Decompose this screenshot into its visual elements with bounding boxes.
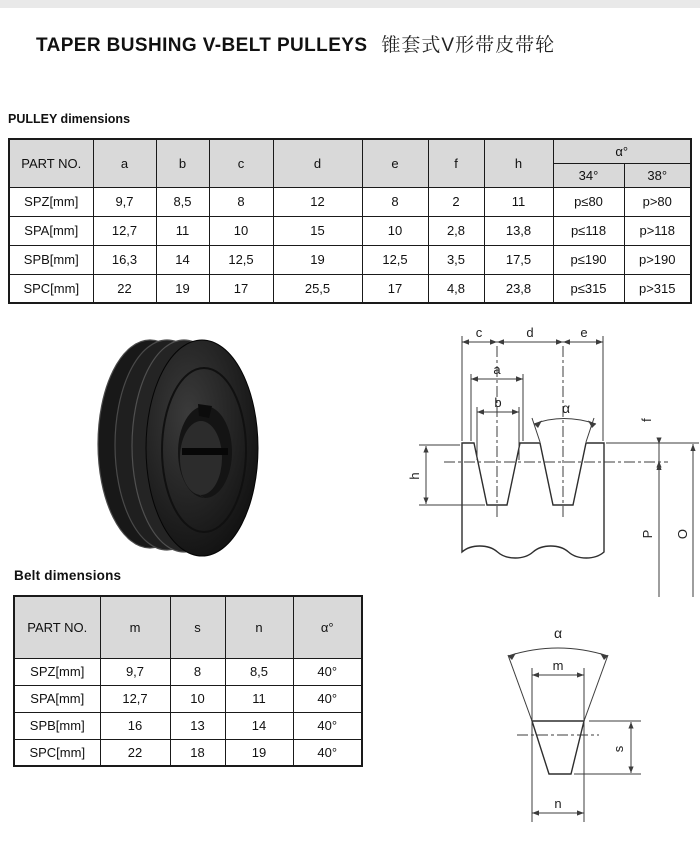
table-cell: 19 [225, 739, 293, 766]
table-cell: SPA[mm] [14, 685, 100, 712]
table-cell: SPZ[mm] [9, 187, 93, 216]
pulley-photo [88, 334, 268, 564]
table-cell: 16,3 [93, 245, 156, 274]
page-title [36, 30, 555, 57]
dim-label-h: h [407, 472, 422, 480]
table-row [14, 658, 362, 685]
table-cell: 13,8 [484, 216, 553, 245]
table-cell: 2,8 [428, 216, 484, 245]
table-cell: p>118 [624, 216, 691, 245]
col-header-part-no: PART NO. [9, 139, 93, 187]
col-header-alpha: α° [293, 596, 362, 658]
table-cell: 22 [93, 274, 156, 303]
col-header-a: a [93, 139, 156, 187]
table-cell: 3,5 [428, 245, 484, 274]
dim-label-s: s [611, 745, 626, 753]
table-cell: 11 [156, 216, 209, 245]
table-cell: p>315 [624, 274, 691, 303]
table-cell: 2 [428, 187, 484, 216]
table-row [14, 685, 362, 712]
col-header-n: n [225, 596, 293, 658]
col-header-d: d [273, 139, 362, 187]
table-cell: 14 [225, 712, 293, 739]
dim-label-d: d [526, 325, 534, 340]
dim-label-o: O [675, 528, 690, 540]
belt-section-outline [532, 721, 584, 774]
table-cell: p≤315 [553, 274, 624, 303]
header-row [9, 139, 691, 163]
table-cell: SPZ[mm] [14, 658, 100, 685]
table-row [14, 739, 362, 766]
pulley-section-outline [462, 443, 604, 558]
table-cell: 11 [484, 187, 553, 216]
table-cell: SPC[mm] [9, 274, 93, 303]
table-cell: SPB[mm] [9, 245, 93, 274]
table-cell: 25,5 [273, 274, 362, 303]
col-header-alpha-38: 38° [624, 163, 691, 187]
table-cell: 40° [293, 712, 362, 739]
pulley-face [146, 340, 258, 556]
table-cell: 14 [156, 245, 209, 274]
dim-label-m: m [552, 658, 564, 673]
bushing-split-slot [182, 448, 228, 455]
table-cell: 8,5 [225, 658, 293, 685]
table-cell: 8 [170, 658, 225, 685]
table-cell: 40° [293, 658, 362, 685]
table-cell: 10 [209, 216, 273, 245]
table-cell: 16 [100, 712, 170, 739]
dim-label-c: c [475, 325, 483, 340]
dim-label-n: n [554, 796, 562, 811]
table-cell: 4,8 [428, 274, 484, 303]
table-cell: 19 [156, 274, 209, 303]
col-header-alpha-34: 34° [553, 163, 624, 187]
table-cell: 9,7 [93, 187, 156, 216]
table-cell: 22 [100, 739, 170, 766]
table-cell: 10 [170, 685, 225, 712]
table-cell: SPB[mm] [14, 712, 100, 739]
table-cell: 8,5 [156, 187, 209, 216]
table-row [9, 216, 691, 245]
table-cell: 8 [209, 187, 273, 216]
alpha-arc [508, 648, 608, 656]
belt-section-diagram [448, 598, 700, 844]
table-cell: p>190 [624, 245, 691, 274]
col-header-alpha: α° [553, 139, 691, 163]
table-cell: 12,5 [209, 245, 273, 274]
col-header-f: f [428, 139, 484, 187]
table-row [9, 274, 691, 303]
page-top-strip [0, 0, 700, 8]
section-label-belt-dimensions: Belt dimensions [14, 568, 122, 583]
dim-label-alpha: α [561, 400, 571, 416]
dim-label-e: e [580, 325, 588, 340]
table-cell: 12,5 [362, 245, 428, 274]
dim-label-p: P [640, 529, 655, 539]
col-header-e: e [362, 139, 428, 187]
table-row [9, 245, 691, 274]
alpha-arc [534, 419, 596, 425]
table-cell: p≤80 [553, 187, 624, 216]
col-header-part-no: PART NO. [14, 596, 100, 658]
dim-label-alpha: α [553, 625, 563, 641]
section-label-pulley-dimensions: PULLEY dimensions [8, 112, 131, 126]
table-cell: 8 [362, 187, 428, 216]
col-header-s: s [170, 596, 225, 658]
table-cell: p≤190 [553, 245, 624, 274]
table-cell: SPA[mm] [9, 216, 93, 245]
table-cell: 12 [273, 187, 362, 216]
groove-section-diagram [405, 310, 700, 610]
table-cell: 17,5 [484, 245, 553, 274]
title-english: TAPER BUSHING V-BELT PULLEYS [36, 35, 368, 56]
table-row [9, 187, 691, 216]
table-cell: 17 [209, 274, 273, 303]
header-row [14, 596, 362, 658]
table-row [14, 712, 362, 739]
pulley-dimensions-table [8, 138, 692, 304]
table-cell: 40° [293, 739, 362, 766]
table-cell: 13 [170, 712, 225, 739]
table-cell: 12,7 [93, 216, 156, 245]
table-cell: 17 [362, 274, 428, 303]
title-chinese: 锥套式V形带皮带轮 [381, 35, 556, 56]
col-header-c: c [209, 139, 273, 187]
col-header-m: m [100, 596, 170, 658]
dim-label-b: b [494, 395, 502, 410]
table-cell: 11 [225, 685, 293, 712]
table-cell: 19 [273, 245, 362, 274]
table-cell: 12,7 [100, 685, 170, 712]
table-cell: 9,7 [100, 658, 170, 685]
table-cell: 40° [293, 685, 362, 712]
table-cell: 23,8 [484, 274, 553, 303]
table-cell: SPC[mm] [14, 739, 100, 766]
table-cell: 10 [362, 216, 428, 245]
col-header-h: h [484, 139, 553, 187]
table-cell: p≤118 [553, 216, 624, 245]
table-cell: 15 [273, 216, 362, 245]
col-header-b: b [156, 139, 209, 187]
table-cell: p>80 [624, 187, 691, 216]
table-cell: 18 [170, 739, 225, 766]
dim-label-a: a [493, 362, 501, 377]
dim-label-f: f [639, 418, 654, 422]
belt-dimensions-table [13, 595, 363, 767]
